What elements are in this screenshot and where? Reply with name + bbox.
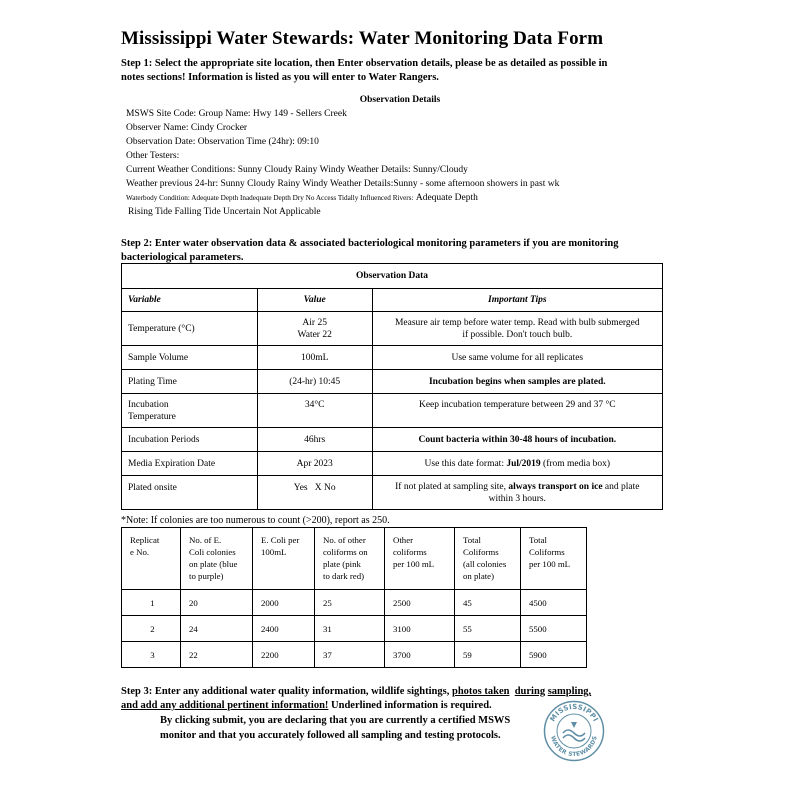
data-cell[interactable]: 31: [315, 616, 385, 642]
data-cell[interactable]: 22: [181, 642, 253, 668]
header-line: 100mL: [261, 547, 287, 557]
column-header-tips: Important Tips: [372, 289, 662, 312]
header-line: Coliforms: [463, 547, 499, 557]
value-cell[interactable]: (24-hr) 10:45: [257, 370, 372, 394]
data-cell[interactable]: 5500: [521, 616, 587, 642]
header-line: coliforms on: [323, 547, 368, 557]
site-code-field: MSWS Site Code: Group Name: Hwy 149 - Sellers Creek: [126, 109, 347, 119]
header-ecoli-colonies: [181, 528, 253, 590]
tide-field: Rising Tide Falling Tide Uncertain Not Applicable: [128, 207, 321, 217]
mississippi-water-stewards-seal: [543, 700, 605, 762]
value-cell[interactable]: Apr 2023: [257, 452, 372, 476]
step3-during: during: [514, 686, 546, 697]
column-header-value: Value: [257, 289, 372, 312]
tip-text: If not plated at sampling site,: [395, 481, 509, 492]
header-line: coliforms: [393, 547, 427, 557]
tip-text-end: (from media box): [540, 458, 611, 469]
value-cell[interactable]: Yes X No: [257, 476, 372, 510]
header-line: Coli colonies: [189, 547, 236, 557]
variable-cell: Media Expiration Date: [122, 452, 258, 476]
header-line: Total: [529, 535, 547, 545]
tip-cell: [372, 476, 662, 510]
table-row: [122, 312, 663, 346]
waterbody-condition-options: Waterbody Condition: Adequate Depth Inadequate Depth Dry No Access Tidally Influenced Rivers:: [126, 194, 414, 202]
tip-date-format: Jul/2019: [506, 458, 541, 469]
data-cell[interactable]: 3700: [385, 642, 455, 668]
data-cell[interactable]: 37: [315, 642, 385, 668]
table-row: [122, 394, 663, 428]
header-line: E. Coli per: [261, 535, 300, 545]
header-line: per 100 mL: [393, 559, 435, 569]
step3-line2: [121, 699, 591, 713]
data-cell[interactable]: 24: [181, 616, 253, 642]
replicate-header-row: [122, 528, 587, 590]
header-other-coliforms: [315, 528, 385, 590]
value-cell[interactable]: [257, 312, 372, 346]
variable-cell: Plated onsite: [122, 476, 258, 510]
data-cell[interactable]: 4500: [521, 590, 587, 616]
data-cell[interactable]: 2000: [253, 590, 315, 616]
observation-date-field: Observation Date: Observation Time (24hr): 09:10: [126, 137, 319, 147]
tip-text: Use this date format:: [424, 458, 507, 469]
header-line: Coliforms: [529, 547, 565, 557]
other-testers-field: Other Testers:: [126, 151, 180, 161]
variable-cell: Plating Time: [122, 370, 258, 394]
tip-transport-ice: always transport on ice: [508, 481, 603, 492]
data-cell[interactable]: 59: [455, 642, 521, 668]
tip-text-line2: within 3 hours.: [488, 493, 546, 504]
seal-inner-ring: [557, 714, 591, 748]
header-line: No. of E.: [189, 535, 222, 545]
data-cell[interactable]: 20: [181, 590, 253, 616]
header-line: to purple): [189, 571, 224, 581]
observation-data-table: [121, 263, 663, 510]
header-replicate-no: [122, 528, 181, 590]
observer-name-field: Observer Name: Cindy Crocker: [126, 123, 248, 133]
header-other-per-100ml: [385, 528, 455, 590]
header-line: on plate (blue: [189, 559, 238, 569]
seal-top-text: MISSISSIPPI: [548, 702, 600, 724]
step1-instructions: [121, 57, 607, 85]
observation-details-heading: Observation Details: [359, 95, 441, 105]
step3-required-note: Underlined information is required.: [328, 700, 492, 711]
water-temp-value: Water 22: [297, 329, 332, 340]
table-row: [122, 452, 663, 476]
step3-instructions: [121, 685, 591, 713]
declaration-line1: By clicking submit, you are declaring that you are currently a certified MSWS: [160, 715, 511, 726]
colony-count-note: *Note: If colonies are too numerous to count (>200), report as 250.: [121, 515, 390, 526]
table-row: [122, 590, 587, 616]
header-total-coliforms: [455, 528, 521, 590]
waterbody-condition-field: [126, 191, 559, 205]
header-line: Other: [393, 535, 414, 545]
table-row: [122, 616, 587, 642]
step1-line1: Step 1: Select the appropriate site location, then Enter observation details, please be as detailed as possible in: [121, 58, 608, 69]
current-weather-field: Current Weather Conditions: Sunny Cloudy Rainy Windy Weather Details: Sunny/Cloudy: [126, 165, 468, 175]
observation-details: [126, 107, 559, 219]
data-cell[interactable]: 2200: [253, 642, 315, 668]
step1-line2: notes sections! Information is listed as you will enter to Water Rangers.: [121, 72, 439, 83]
waterbody-condition-value: Adequate Depth: [415, 193, 478, 203]
tip-text-line2: if possible. Don't touch bulb.: [462, 329, 573, 340]
value-cell[interactable]: 46hrs: [257, 428, 372, 452]
replicate-table: [121, 527, 587, 668]
tip-cell: Incubation begins when samples are plated.: [372, 370, 662, 394]
drop-icon: [571, 722, 577, 728]
tip-cell: Use same volume for all replicates: [372, 346, 662, 370]
tip-text-end: and plate: [602, 481, 640, 492]
step3-pertinent-info: and add any additional pertinent information!: [121, 700, 329, 711]
data-cell[interactable]: 3100: [385, 616, 455, 642]
header-total-per-100ml: [521, 528, 587, 590]
submit-declaration: [160, 714, 510, 743]
header-line: per 100 mL: [529, 559, 571, 569]
variable-cell: [122, 394, 258, 428]
air-temp-value: Air 25: [302, 317, 327, 328]
declaration-line2: monitor and that you accurately followed all sampling and testing protocols.: [160, 729, 501, 741]
variable-cell: Sample Volume: [122, 346, 258, 370]
step2-line2: bacteriological parameters.: [121, 252, 244, 263]
page-title: Mississippi Water Stewards: Water Monitoring Data Form: [121, 28, 604, 49]
table-row: [122, 370, 663, 394]
table-row: [122, 642, 587, 668]
replicate-number: 2: [122, 616, 181, 642]
table-row: [122, 346, 663, 370]
previous-weather-field: Weather previous 24-hr: Sunny Cloudy Rainy Windy Weather Details:Sunny - some afternoon showers in past wk: [126, 179, 560, 189]
seal-bottom-text: WATER STEWARDS: [549, 735, 599, 759]
column-header-variable: Variable: [122, 289, 258, 312]
header-line: (all colonies: [463, 559, 507, 569]
data-cell[interactable]: 55: [455, 616, 521, 642]
step2-line1: Step 2: Enter water observation data & associated bacteriological monitoring parameters if you are monitoring: [121, 238, 619, 249]
header-line: on plate): [463, 571, 495, 581]
variable-text: Incubation: [128, 399, 169, 410]
tip-cell: [372, 312, 662, 346]
header-ecoli-per-100ml: [253, 528, 315, 590]
header-line: Replicat: [130, 535, 160, 545]
step2-instructions: [121, 237, 619, 265]
data-cell[interactable]: 45: [455, 590, 521, 616]
header-line: No. of other: [323, 535, 366, 545]
replicate-number: 1: [122, 590, 181, 616]
tip-cell: Keep incubation temperature between 29 and 37 °C: [372, 394, 662, 428]
variable-text-line2: Temperature: [128, 411, 176, 422]
step3-sampling: sampling,: [547, 686, 592, 697]
variable-cell: Temperature (°C): [122, 312, 258, 346]
tip-cell: [372, 452, 662, 476]
value-cell[interactable]: 34°C: [257, 394, 372, 428]
value-cell[interactable]: 100mL: [257, 346, 372, 370]
step3-text: Step 3: Enter any additional water quality information, wildlife sightings,: [121, 686, 452, 697]
header-line: plate (pink: [323, 559, 361, 569]
header-line: to dark red): [323, 571, 365, 581]
observation-data-caption: Observation Data: [122, 264, 663, 289]
tip-cell: Count bacteria within 30-48 hours of incubation.: [372, 428, 662, 452]
data-cell[interactable]: 2500: [385, 590, 455, 616]
data-cell[interactable]: 25: [315, 590, 385, 616]
data-cell[interactable]: 2400: [253, 616, 315, 642]
header-line: e No.: [130, 547, 150, 557]
step3-photos-taken: photos taken: [451, 686, 510, 697]
step3-line1: [121, 685, 591, 699]
replicate-number: 3: [122, 642, 181, 668]
table-row: [122, 476, 663, 510]
variable-cell: Incubation Periods: [122, 428, 258, 452]
table-row: [122, 428, 663, 452]
data-cell[interactable]: 5900: [521, 642, 587, 668]
tip-text: Measure air temp before water temp. Read with bulb submerged: [394, 317, 640, 328]
header-line: Total: [463, 535, 481, 545]
